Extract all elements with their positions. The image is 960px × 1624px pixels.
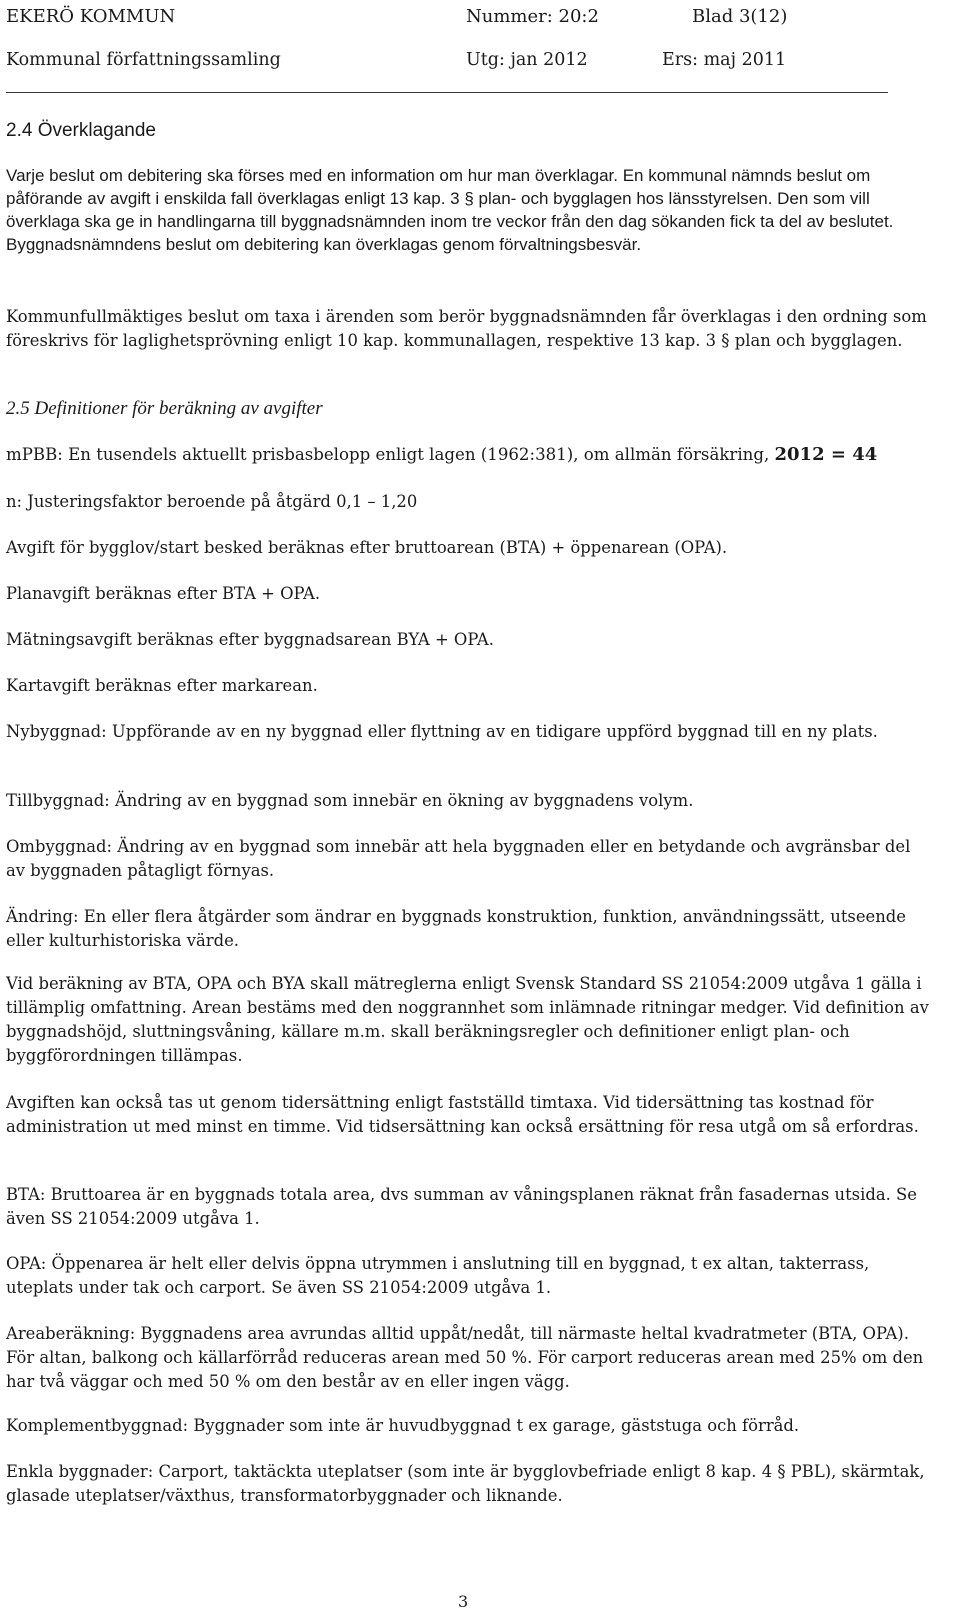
definition-nybyggnad: Nybyggnad: Uppförande av en ny byggnad eller flyttning av en tidigare uppförd byggnad till en ny plats. <box>6 722 878 741</box>
definition-tillbyggnad: Tillbyggnad: Ändring av en byggnad som innebär en ökning av byggnadens volym. <box>6 791 694 810</box>
header-org: EKERÖ KOMMUN <box>6 6 176 27</box>
section-2-4-paragraph-1: Varje beslut om debitering ska förses med en information om hur man överklagar. En kommunal nämnds beslut om påförande av avgift i enskilda fall överklagas enligt 13 kap. 3 § plan- och bygglagen hos länsstyrelsen. Den som vill överklaga ska ge in handlingarna till byggnadsnämnden inom tre veckor från den dag sökanden fick ta del av beslutet. Byggnadsnämndens beslut om debitering kan överklagas genom förvaltningsbesvär. <box>6 166 894 254</box>
header-collection: Kommunal författningssamling <box>6 50 281 70</box>
header-number: Nummer: 20:2 <box>466 6 599 27</box>
page-number: 3 <box>458 1592 469 1611</box>
definition-andring: Ändring: En eller flera åtgärder som ändrar en byggnads konstruktion, funktion, användningssätt, utseende eller kulturhistoriska värde. <box>6 907 906 950</box>
definition-enkla-byggnader: Enkla byggnader: Carport, taktäckta uteplatser (som inte är bygglovbefriade enligt 8 kap. 4 § PBL), skärmtak, glasade uteplatser/växthus, transformatorbyggnader och liknande. <box>6 1462 925 1505</box>
mpbb-value: 2012 = 44 <box>774 444 878 465</box>
mpbb-text: mPBB: En tusendels aktuellt prisbasbelopp enligt lagen (1962:381), om allmän försäkring, <box>6 445 775 464</box>
section-2-4-heading: 2.4 Överklagande <box>6 120 156 141</box>
definition-mpbb <box>6 443 931 467</box>
header-rule <box>6 92 888 93</box>
rule-bygglov: Avgift för bygglov/start besked beräknas efter bruttoarean (BTA) + öppenarean (OPA). <box>6 538 728 557</box>
definition-opa: OPA: Öppenarea är helt eller delvis öppna utrymmen i anslutning till en byggnad, t ex altan, takterrass, uteplats under tak och carport. Se även SS 21054:2009 utgåva 1. <box>6 1254 870 1297</box>
section-2-4-paragraph-2: Kommunfullmäktiges beslut om taxa i ärenden som berör byggnadsnämnden får överklagas i den ordning som föreskrivs för laglighetsprövning enligt 10 kap. kommunallagen, respektive 13 kap. 3 § plan och bygglagen. <box>6 307 927 350</box>
rule-kartavgift: Kartavgift beräknas efter markarean. <box>6 676 318 695</box>
rule-planavgift: Planavgift beräknas efter BTA + OPA. <box>6 584 321 603</box>
definition-n: n: Justeringsfaktor beroende på åtgärd 0,1 – 1,20 <box>6 492 418 511</box>
definition-bta: BTA: Bruttoarea är en byggnads totala area, dvs summan av våningsplanen räknat från fasadernas utsida. Se även SS 21054:2009 utgåva 1. <box>6 1185 917 1228</box>
section-2-5-heading: 2.5 Definitioner för beräkning av avgifter <box>6 398 323 419</box>
rule-area-calculation: Areaberäkning: Byggnadens area avrundas alltid uppåt/nedåt, till närmaste heltal kvadratmeter (BTA, OPA). För altan, balkong och källarförråd reduceras arean med 50 %. För carport reduceras arean med 25% om den har två väggar och med 50 % om den består av en eller ingen vägg. <box>6 1324 924 1391</box>
rule-matningsavgift: Mätningsavgift beräknas efter byggnadsarean BYA + OPA. <box>6 630 494 649</box>
header-page: Blad 3(12) <box>692 6 788 27</box>
definition-komplementbyggnad: Komplementbyggnad: Byggnader som inte är huvudbyggnad t ex garage, gäststuga och förråd. <box>6 1416 800 1435</box>
header-replaces: Ers: maj 2011 <box>662 50 787 70</box>
definition-ombyggnad: Ombyggnad: Ändring av en byggnad som innebär att hela byggnaden eller en betydande och avgränsbar del av byggnaden påtagligt förnyas. <box>6 837 911 880</box>
rule-area-measurement: Vid beräkning av BTA, OPA och BYA skall mätreglerna enligt Svensk Standard SS 21054:2009 utgåva 1 gälla i tillämplig omfattning. Arean bestäms med den noggrannhet som inlämnade ritningar medger. Vid definition av byggnadshöjd, sluttningsvåning, källare m.m. skall beräkningsregler och definitioner enligt plan- och byggförordningen tillämpas. <box>6 974 929 1065</box>
header-issued: Utg: jan 2012 <box>466 50 588 70</box>
rule-time-fee: Avgiften kan också tas ut genom tidersättning enligt fastställd timtaxa. Vid tidersättning tas kostnad för administration ut med minst en timme. Vid tidsersättning kan också ersättning för resa utgå om så erfordras. <box>6 1093 919 1136</box>
